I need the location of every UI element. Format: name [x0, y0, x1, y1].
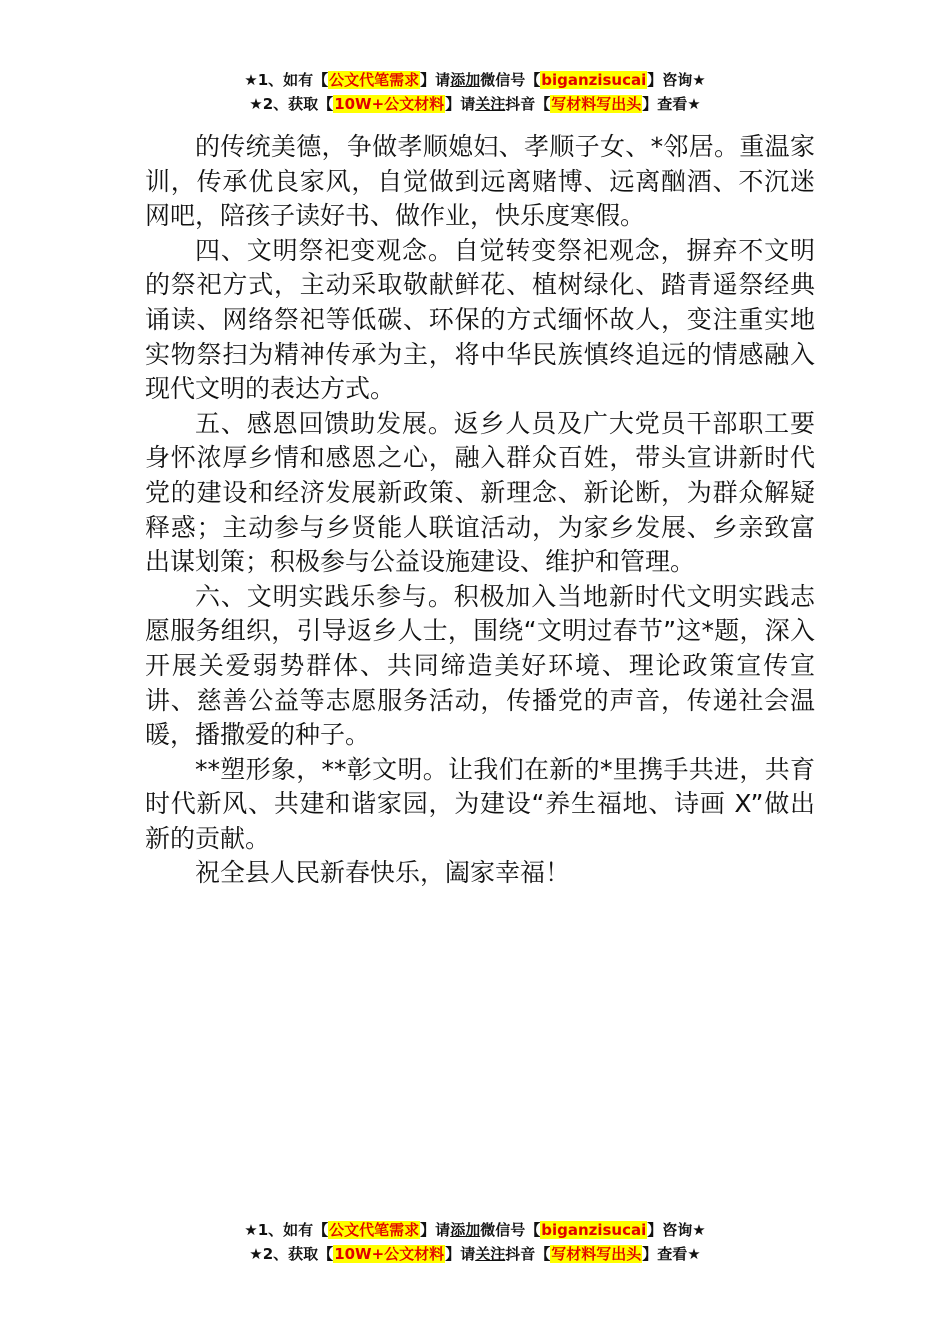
highlight-materials: 10W+公文材料 [334, 95, 445, 113]
document-body [145, 130, 815, 891]
paragraph: 的传统美德，争做孝顺媳妇、孝顺子女、*邻居。重温家训，传承优良家风，自觉做到远离赌博、远离酗酒、不沉迷网吧，陪孩子读好书、做作业，快乐度寒假。 [145, 132, 815, 231]
highlight-wechat-id: biganzisucai [541, 1221, 647, 1239]
highlight-douyin: 写材料写出头 [551, 95, 642, 113]
banner-line-2: ★2、获取【10W+公文材料】请关注抖音【写材料写出头】查看★ [249, 95, 701, 113]
banner-line-1: ★1、如有【公文代笔需求】请添加微信号【biganzisucai】咨询★ [244, 1221, 706, 1239]
banner-line-2: ★2、获取【10W+公文材料】请关注抖音【写材料写出头】查看★ [249, 1245, 701, 1263]
footer-banner [0, 1218, 950, 1266]
paragraph: 六、文明实践乐参与。积极加入当地新时代文明实践志愿服务组织，引导返乡人士，围绕“文明过春节”这*题，深入开展关爱弱势群体、共同缔造美好环境、理论政策宣传宣讲、慈善公益等志愿服务活动，传播党的声音，传递社会温暖，播撒爱的种子。 [145, 581, 815, 750]
banner-line-1: ★1、如有【公文代笔需求】请添加微信号【biganzisucai】咨询★ [244, 71, 706, 89]
highlight-wechat-id: biganzisucai [541, 71, 647, 89]
paragraph: **塑形象，**彰文明。让我们在新的*里携手共进，共育时代新风、共建和谐家园，为建设“养生福地、诗画 X”做出新的贡献。 [145, 754, 815, 853]
paragraph: 五、感恩回馈助发展。返乡人员及广大党员干部职工要身怀浓厚乡情和感恩之心，融入群众百姓，带头宣讲新时代党的建设和经济发展新政策、新理念、新论断，为群众解疑释惑；主动参与乡贤能人联谊活动，为家乡发展、乡亲致富出谋划策；积极参与公益设施建设、维护和管理。 [145, 408, 815, 577]
paragraph: 祝全县人民新春快乐，阖家幸福！ [195, 858, 571, 888]
highlight-materials: 10W+公文材料 [334, 1245, 445, 1263]
highlight-douyin: 写材料写出头 [551, 1245, 642, 1263]
highlight-service: 公文代笔需求 [329, 71, 420, 89]
paragraph: 四、文明祭祀变观念。自觉转变祭祀观念，摒弃不文明的祭祀方式，主动采取敬献鲜花、植树绿化、踏青遥祭经典诵读、网络祭祀等低碳、环保的方式缅怀故人，变注重实地实物祭扫为精神传承为主，将中华民族慎终追远的情感融入现代文明的表达方式。 [145, 235, 815, 404]
highlight-service: 公文代笔需求 [329, 1221, 420, 1239]
header-banner [0, 68, 950, 116]
